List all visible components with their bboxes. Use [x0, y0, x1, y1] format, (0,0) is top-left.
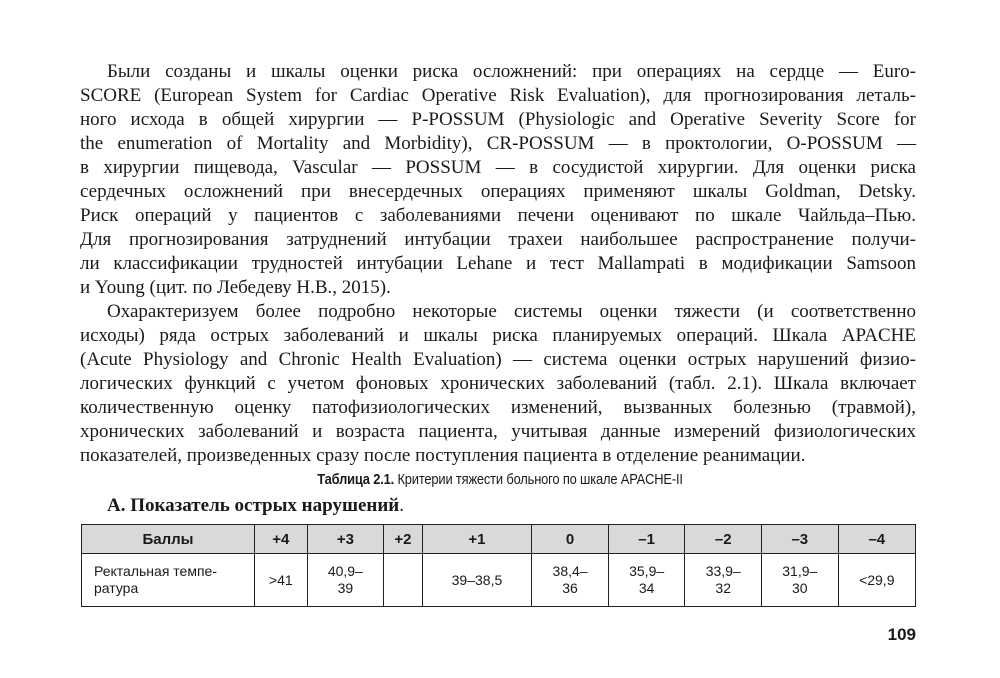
header-cell: +2	[384, 525, 422, 554]
page-number: 109	[887, 625, 916, 644]
value-cell	[608, 554, 685, 607]
header-cell: +4	[255, 525, 308, 554]
header-cell: –1	[608, 525, 685, 554]
cell-line: 39	[337, 580, 354, 596]
row-label-cell	[82, 554, 255, 607]
cell-line: 40,9–	[327, 563, 363, 579]
paragraph2-line: исходы) ряда острых заболеваний и шкалы риска планируемых операций. Шкала APACHE	[80, 325, 916, 346]
paragraph1-line: сердечных осложнений при внесердечных операциях применяют шкалы Goldman, Detsky.	[80, 181, 916, 202]
value-cell	[762, 554, 839, 607]
header-cell: 0	[532, 525, 609, 554]
cell-line: 33,9–	[705, 563, 741, 579]
paragraph1-line: the enumeration of Mortality and Morbidity), CR-POSSUM — в проктологии, O-POSSUM —	[80, 133, 916, 154]
paragraph1-line: Были созданы и шкалы оценки риска осложнений: при операциях на сердце — Euro-	[107, 61, 916, 82]
value-cell	[422, 554, 532, 607]
paragraph2-line: (Acute Physiology and Chronic Health Evaluation) — система оценки острых нарушений физио-	[80, 349, 916, 370]
cell-line: <29,9	[859, 571, 895, 588]
value-cell	[384, 554, 422, 607]
table-header-row	[82, 525, 916, 554]
cell-line: 34	[638, 580, 655, 596]
header-cell: –4	[838, 525, 915, 554]
table-caption	[70, 469, 930, 491]
header-cell: +3	[307, 525, 384, 554]
header-cell: Баллы	[82, 525, 255, 554]
value-cell	[838, 554, 915, 607]
cell-line: 38,4–	[552, 563, 588, 579]
paragraph1-line: Риск операций у пациентов с заболеваниями печени оценивают по шкале Чайльда–Пью.	[80, 205, 916, 226]
paragraph2-line: Охарактеризуем более подробно некоторые системы оценки тяжести (и соответственно	[107, 301, 916, 322]
subheading-text: А. Показатель острых нарушений	[107, 495, 400, 516]
cell-line: 30	[792, 580, 808, 596]
subheading-punct: .	[399, 495, 405, 516]
paragraph1-line: Для прогнозирования затруднений интубации трахеи наибольшее распространение получи-	[80, 229, 916, 250]
paragraph2-line: логических функций с учетом фоновых хронических заболеваний (табл. 2.1). Шкала включает	[80, 373, 916, 394]
value-cell	[307, 554, 384, 607]
header-cell: –3	[762, 525, 839, 554]
header-cell: –2	[685, 525, 762, 554]
table-caption-label: Таблица 2.1.	[317, 471, 395, 488]
paragraph1-line: SCORE (European System for Cardiac Operative Risk Evaluation), для прогнозирования леталь-	[80, 85, 916, 106]
cell-line: 31,9–	[782, 563, 818, 579]
paragraph1-line: в хирургии пищевода, Vascular — POSSUM — в сосудистой хирургии. Для оценки риска	[80, 157, 916, 178]
paragraph1-line: и Young (цит. по Лебедеву Н.В., 2015).	[80, 277, 391, 298]
cell-line: 36	[562, 580, 578, 596]
apache-table	[81, 524, 916, 607]
cell-line: 35,9–	[629, 563, 665, 579]
paragraph2-line: хронических заболеваний и возраста пациента, учитывая данные измерений физиологических	[80, 421, 916, 442]
section-subheading	[107, 494, 404, 518]
table-caption-text: Критерии тяжести больного по шкале APACHE-II	[397, 471, 683, 488]
cell-line: 32	[715, 580, 731, 596]
value-cell	[685, 554, 762, 607]
cell-line: >41	[268, 571, 293, 588]
value-cell	[255, 554, 308, 607]
paragraph1-line: ли классификации трудностей интубации Lehane и тест Mallampati в модификации Samsoon	[80, 253, 916, 274]
row-label-line: Ректальная темпе-	[94, 563, 217, 579]
paragraph1-line: ного исхода в общей хирургии — P-POSSUM (Physiologic and Operative Severity Score for	[80, 109, 916, 130]
table-row	[82, 554, 916, 607]
value-cell	[532, 554, 609, 607]
cell-line: 39–38,5	[451, 571, 503, 588]
row-label-line: ратура	[94, 580, 139, 596]
header-cell: +1	[422, 525, 532, 554]
paragraph2-line: показателей, произведенных сразу после поступления пациента в отделение реанимации.	[80, 445, 806, 466]
paragraph2-line: количественную оценку патофизиологических изменений, вызванных болезнью (травмой),	[80, 397, 916, 418]
